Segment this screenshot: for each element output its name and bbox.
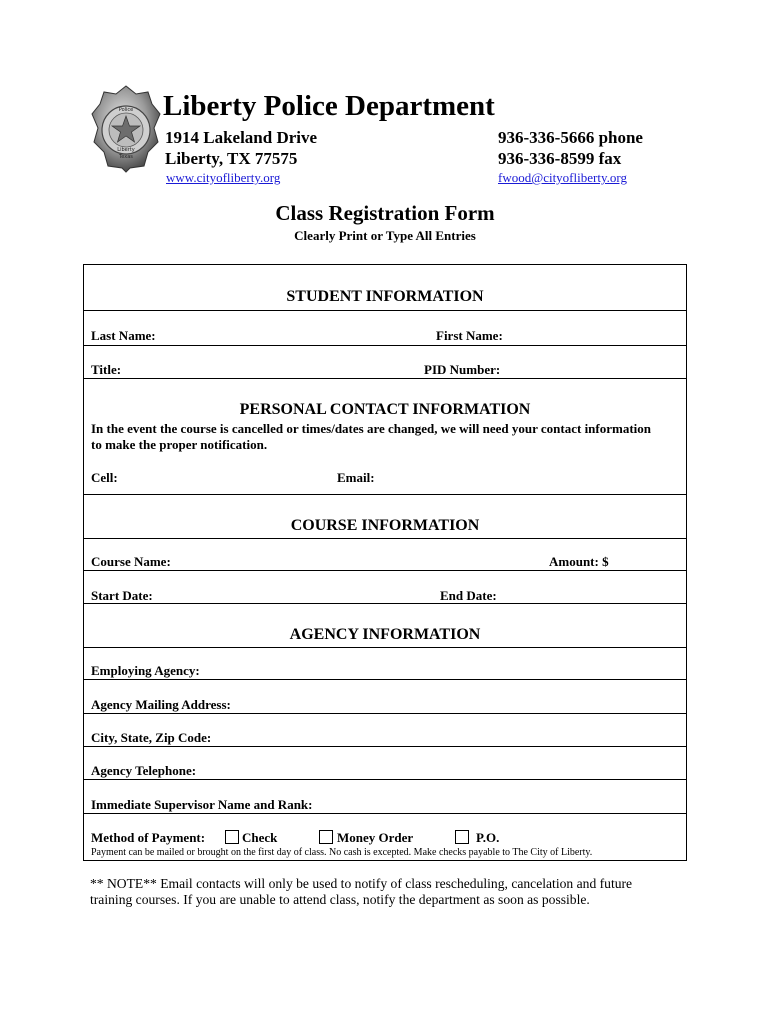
divider — [84, 679, 686, 680]
fax-number: 936-336-8599 fax — [498, 149, 622, 168]
last-name-field[interactable]: Last Name: — [91, 328, 156, 343]
divider — [84, 345, 686, 346]
first-name-field[interactable]: First Name: — [436, 328, 503, 343]
form-subtitle: Clearly Print or Type All Entries — [294, 228, 476, 243]
course-name-field[interactable]: Course Name: — [91, 554, 171, 569]
money-order-option-label: Money Order — [337, 830, 414, 845]
money-order-checkbox[interactable] — [319, 830, 333, 844]
address-line-1: 1914 Lakeland Drive — [165, 128, 318, 147]
police-badge-icon — [90, 84, 162, 174]
agency-info-heading: AGENCY INFORMATION — [289, 626, 481, 643]
start-date-field[interactable]: Start Date: — [91, 588, 153, 603]
pid-number-field[interactable]: PID Number: — [424, 362, 501, 377]
course-info-heading: COURSE INFORMATION — [290, 517, 480, 534]
contact-notice: In the event the course is cancelled or times/dates are changed, we will need your contact information to make the proper notification. — [91, 421, 652, 452]
agency-mailing-address-field[interactable]: Agency Mailing Address: — [91, 697, 231, 712]
website-link[interactable]: www.cityofliberty.org — [166, 170, 281, 185]
registration-form — [83, 264, 687, 861]
supervisor-field[interactable]: Immediate Supervisor Name and Rank: — [91, 797, 313, 812]
divider — [84, 570, 686, 571]
divider — [84, 647, 686, 648]
cell-field[interactable]: Cell: — [91, 470, 118, 485]
badge-text-state: Texas — [119, 154, 133, 160]
badge-text-bottom: Liberty — [117, 147, 135, 153]
divider — [84, 310, 686, 311]
phone-number: 936-336-5666 phone — [498, 128, 643, 147]
city-state-zip-field[interactable]: City, State, Zip Code: — [91, 730, 212, 745]
address-line-2: Liberty, TX 77575 — [165, 149, 298, 168]
po-option-label: P.O. — [476, 830, 500, 845]
check-option-label: Check — [242, 830, 278, 845]
amount-field[interactable]: Amount: $ — [549, 554, 609, 569]
student-info-heading: STUDENT INFORMATION — [286, 288, 484, 305]
po-checkbox[interactable] — [455, 830, 469, 844]
email-link[interactable]: fwood@cityofliberty.org — [498, 170, 627, 185]
divider — [84, 538, 686, 539]
department-name: Liberty Police Department — [163, 90, 495, 122]
divider — [84, 813, 686, 814]
divider — [84, 603, 686, 604]
divider — [84, 746, 686, 747]
check-checkbox[interactable] — [225, 830, 239, 844]
footer-note: ** NOTE** Email contacts will only be used to notify of class rescheduling, cancelation and future training courses. If you are unable to attend class, notify the department as soon as possible. — [90, 876, 633, 907]
form-title: Class Registration Form — [275, 201, 495, 225]
payment-note: Payment can be mailed or brought on the first day of class. No cash is excepted. Make checks payable to The City of Liberty. — [91, 847, 593, 858]
divider — [84, 378, 686, 379]
divider — [84, 713, 686, 714]
end-date-field[interactable]: End Date: — [440, 588, 497, 603]
contact-info-heading: PERSONAL CONTACT INFORMATION — [239, 401, 531, 418]
employing-agency-field[interactable]: Employing Agency: — [91, 663, 200, 678]
divider — [84, 779, 686, 780]
badge-text-top: Police — [118, 107, 134, 113]
agency-telephone-field[interactable]: Agency Telephone: — [91, 763, 197, 778]
email-field[interactable]: Email: — [337, 470, 375, 485]
payment-method-label: Method of Payment: — [91, 830, 206, 845]
divider — [84, 494, 686, 495]
title-field[interactable]: Title: — [91, 362, 122, 377]
